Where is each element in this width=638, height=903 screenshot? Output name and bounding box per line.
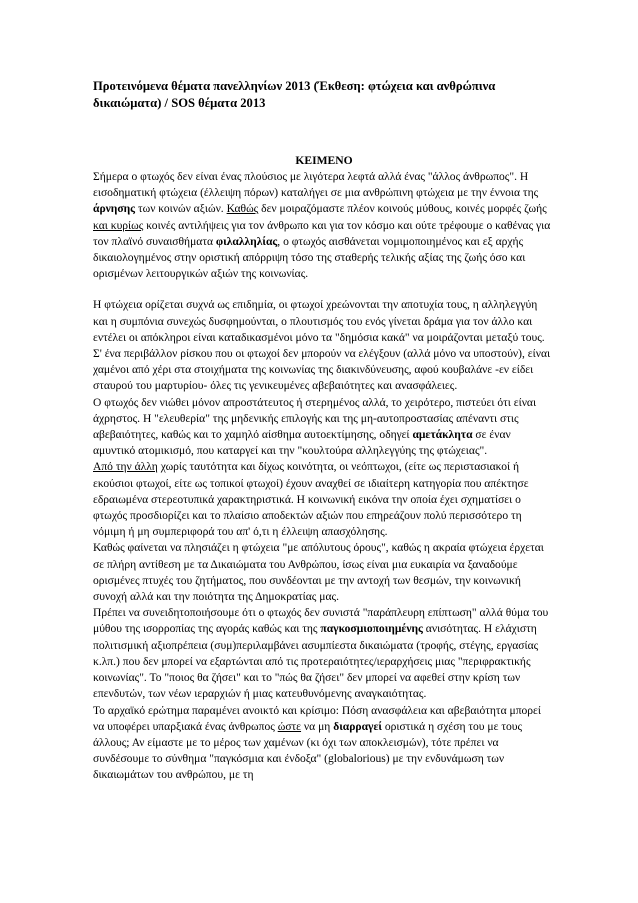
text-span: οριστικά η σχέση του με τους άλλους; Αν είμαστε με το μέρος των χαμένων (κι όχι των αποκλεισμών), τότε πρέπει να συνδέσουμε το σύνθημα "παγκόσμια και ένδοξα" (globalorious) με την ενδυνάμωση των δικαιωμάτων του ανθρώπου, με τη xyxy=(93,720,523,782)
text-span: Καθώς φαίνεται να πλησιάζει η φτώχεια "με απόλυτους όρους", καθώς η ακραία φτώχεια έρχεται σε πλήρη αντίθεση με τα Δικαιώματα του Ανθρώπου, ίσως είναι μια ευκαιρία να ξαναδούμε ορισμένες πτυχές του ζητήματος, που συνδέονται με την αντοχή των θεσμών, την κοινωνική συνοχή αλλά και την ποιότητα της Δημοκρατίας μας. xyxy=(93,542,544,604)
text-span: , ο φτωχός αισθάνεται νομιμοποιημένος και εξ αρχής δικαιολογημένος στην οριστική απόρριψη τόσο της σταθερής τελικής αξίας της ζωής όσο και ορισμένων λειτουργικών αξιών της κοινωνίας. xyxy=(93,235,526,281)
bold-term: φιλαλληλίας xyxy=(215,235,278,248)
underlined-term: ώστε xyxy=(277,720,302,733)
text-span: των κοινών αξιών. xyxy=(135,203,227,216)
text-span: ανισότητας. Η ελάχιστη πολιτισμική αξιοπρέπεια (συμ)περιλαμβάνει ασυμπίεστα δικαιώματα (τροφής, στέγης, εργασίας κ.λπ.) που δεν μπορεί να εξαρτώνται από τις προτεραιότητες/ιεραρχήσεις μιας "περιφρακτικής κοινωνίας". Το "ποιος θα ζήσει" και το "πώς θα ζήσει" δεν μπορεί να αφεθεί στην κρίση των επενδυτών, των νέων ιεραρχιών ή μιας κατευθυνόμενης αναγκαιότητας. xyxy=(93,623,539,701)
paragraph-6 xyxy=(93,605,555,702)
text-span: Πρέπει να συνειδητοποιήσουμε ότι ο φτωχός δεν συνιστά "παράπλευρη επίπτωση" αλλά θύμα του μύθου της ισορροπίας της αγοράς καθώς και της xyxy=(93,607,549,636)
text-span: χωρίς ταυτότητα και δίχως κοινότητα, οι νεόπτωχοι, (είτε ως περιστασιακοί ή εκούσιοι φτωχοί, είτε ως τοπικοί φτωχοί) έχουν αναχθεί σε ιδιαίτερη κατηγορία που απέκτησε εδραιωμένα στερεοτυπικά χαρακτηριστικά. Η κοινωνική εικόνα την οποία έχει σχηματίσει ο φτωχός προσδιορίζει και το πλαίσιο αποδεκτών αξιών που επηρεάζουν πολύ περισσότερο τη νόμιμη ή μη συμπεριφορά του απ' ό,τι η έλλειψη απασχόλησης. xyxy=(93,461,529,539)
bold-term: παγκοσμιοποιημένης xyxy=(320,623,423,636)
paragraph-7 xyxy=(93,703,555,784)
text-span: κοινές αντιλήψεις για τον άνθρωπο και για τον κόσμο και ούτε τρέφουμε ο καθένας για τον πλαϊνό συναισθήματα xyxy=(93,219,551,248)
bold-term: άρνησης xyxy=(93,203,136,216)
paragraph-3 xyxy=(93,395,555,460)
paragraph-2 xyxy=(93,297,555,394)
document-title: Προτεινόμενα θέματα πανελληνίων 2013 (Έκθεση: φτώχεια και ανθρώπινα δικαιώματα) / SOS θέματα 2013 xyxy=(93,79,496,110)
text-span: να μη xyxy=(301,720,334,733)
section-heading: ΚΕΙΜΕΝΟ xyxy=(295,154,353,167)
text-span: Η φτώχεια ορίζεται συχνά ως επιδημία, οι φτωχοί χρεώνονται την αποτυχία τους, η αλληλεγγύη και η συμπόνια συνεχώς δυσφημούνται, ο πλουτισμός του ενός γίνεται δράμα για τον άλλο και εντέλει οι απόκληροι είναι καταδικασμένοι μόνο τα "δημόσια κακά" να μοιράζονται μεταξύ τους. Σ' ένα περιβάλλον ρίσκου που οι φτωχοί δεν μπορούν να ελέγξουν (αλλά μόνο να υποστούν), είναι χαμένοι από χέρι στα στοιχήματα της κοινωνίας της διακινδύνευσης, αφού κουβαλάνε -εν είδει σταυρού του μαρτυρίου- όλες τις γενικευμένες αβεβαιότητες και ανασφάλειες. xyxy=(93,299,551,393)
paragraph-4 xyxy=(93,459,555,540)
bold-term: αμετάκλητα xyxy=(412,429,473,442)
text-span: δεν μοιραζόμαστε πλέον κοινούς μύθους, κοινές μορφές ζωής xyxy=(258,203,547,216)
document-page xyxy=(93,78,555,784)
underlined-term: Καθώς xyxy=(226,203,259,216)
text-span: Το αρχαϊκό ερώτημα παραμένει ανοικτό και κρίσιμο: Πόση ανασφάλεια και αβεβαιότητα μπορεί να υποφέρει υπαρξιακά ένας άνθρωπος xyxy=(93,704,542,733)
underlined-term: και κυρίως xyxy=(93,219,144,232)
text-span: Ο φτωχός δεν νιώθει μόνον απροστάτευτος ή στερημένος αλλά, το χειρότερο, πιστεύει ότι είναι άχρηστος. Η "ελευθερία" της μηδενικής επιλογής και της μη-αυτοπροστασίας απέναντι στις αβεβαιότητες, καθώς και το χαμηλό αίσθημα αυτοεκτίμησης, οδηγεί xyxy=(93,396,537,442)
text-span: Σήμερα ο φτωχός δεν είναι ένας πλούσιος με λιγότερα λεφτά αλλά ένας "άλλος άνθρωπος". Η εισοδηματική φτώχεια (έλλειψη πόρων) καταλήγει σε μια ανθρώπινη φτώχεια με την έννοια της xyxy=(93,171,539,200)
paragraph-5 xyxy=(93,540,555,605)
text-span: σε έναν αμυντικό ατομικισμό, που καταργεί και την "κουλτούρα αλληλεγγύης της φτώχειας". xyxy=(93,429,511,458)
underlined-term: Από την άλλη xyxy=(93,461,158,474)
bold-term: διαρραγεί xyxy=(333,720,382,733)
paragraph-1 xyxy=(93,169,555,282)
